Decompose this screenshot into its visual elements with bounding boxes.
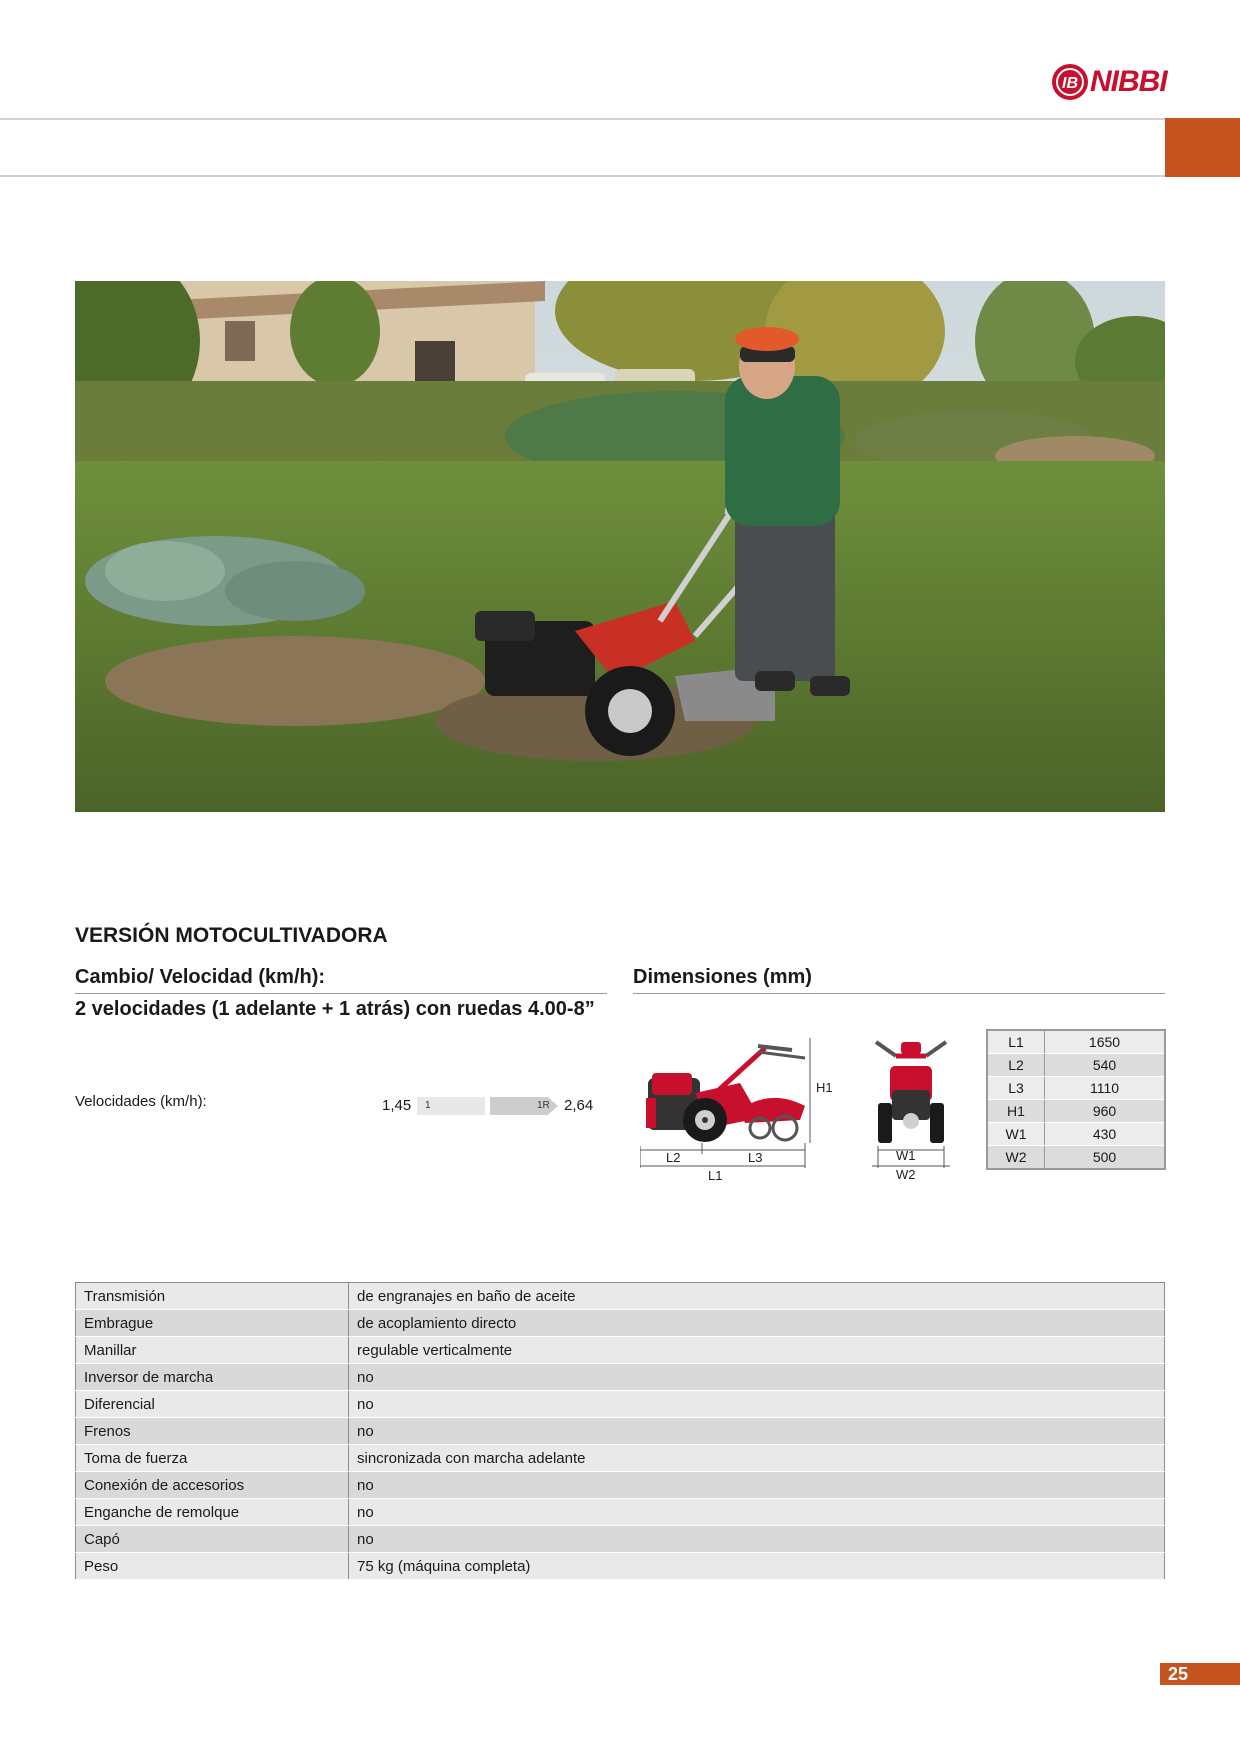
logo-mark-icon: [1050, 62, 1090, 102]
dimension-value: 1110: [1045, 1077, 1166, 1100]
gearbox-description: 2 velocidades (1 adelante + 1 atrás) con ruedas 4.00-8”: [75, 998, 595, 1020]
dimensions-heading: Dimensiones (mm): [633, 966, 812, 988]
spec-label: Conexión de accesorios: [76, 1472, 349, 1499]
speeds-label: Velocidades (km/h):: [75, 1093, 207, 1110]
w1-label: W1: [896, 1148, 916, 1163]
logo-text: NIBBI: [1090, 65, 1167, 98]
dimension-value: 540: [1045, 1054, 1166, 1077]
dimensions-rule: [633, 993, 1165, 994]
spec-value: no: [349, 1526, 1165, 1553]
table-row: [987, 1123, 1165, 1146]
brand-logo: [1050, 58, 1168, 106]
reverse-speed-marker: 1R: [537, 1100, 550, 1111]
front-view-diagram: [866, 1028, 966, 1193]
table-row: [76, 1445, 1165, 1472]
table-row: [987, 1030, 1165, 1054]
page-number: 25: [1168, 1664, 1189, 1684]
spec-value: de acoplamiento directo: [349, 1310, 1165, 1337]
spec-label: Peso: [76, 1553, 349, 1580]
table-row: [76, 1526, 1165, 1553]
dimension-key: L2: [987, 1054, 1045, 1077]
spec-value: no: [349, 1391, 1165, 1418]
header-rule-top: [0, 118, 1165, 120]
l2-label: L2: [666, 1150, 681, 1165]
dimension-value: 430: [1045, 1123, 1166, 1146]
spec-value: no: [349, 1472, 1165, 1499]
forward-speed-value: 1,45: [382, 1097, 412, 1114]
spec-label: Frenos: [76, 1418, 349, 1445]
dimension-key: W2: [987, 1146, 1045, 1170]
table-row: [76, 1499, 1165, 1526]
table-row: [76, 1337, 1165, 1364]
side-view-diagram: [640, 1028, 840, 1193]
spec-label: Diferencial: [76, 1391, 349, 1418]
tiller-side-icon: [640, 1028, 840, 1193]
dimension-value: 960: [1045, 1100, 1166, 1123]
table-row: [76, 1472, 1165, 1499]
table-row: [987, 1100, 1165, 1123]
spec-label: Toma de fuerza: [76, 1445, 349, 1472]
gearbox-heading: Cambio/ Velocidad (km/h):: [75, 966, 326, 988]
spec-label: Capó: [76, 1526, 349, 1553]
spec-value: no: [349, 1499, 1165, 1526]
spec-label: Transmisión: [76, 1283, 349, 1310]
dimension-key: L1: [987, 1030, 1045, 1054]
header-rule-bottom: [0, 175, 1165, 177]
spec-label: Enganche de remolque: [76, 1499, 349, 1526]
spec-value: regulable verticalmente: [349, 1337, 1165, 1364]
dimension-value: 500: [1045, 1146, 1166, 1170]
gearbox-rule: [75, 993, 607, 994]
reverse-speed-value: 2,64: [564, 1097, 594, 1114]
spec-value: 75 kg (máquina completa): [349, 1553, 1165, 1580]
spec-value: sincronizada con marcha adelante: [349, 1445, 1165, 1472]
table-row: [76, 1310, 1165, 1337]
spec-label: Inversor de marcha: [76, 1364, 349, 1391]
table-row: [76, 1364, 1165, 1391]
forward-speed-marker: 1: [425, 1100, 431, 1111]
l1-label: L1: [708, 1168, 723, 1183]
product-photo: [75, 281, 1165, 812]
spec-value: no: [349, 1364, 1165, 1391]
spec-label: Embrague: [76, 1310, 349, 1337]
dimensions-table: [986, 1029, 1166, 1170]
dimension-key: H1: [987, 1100, 1045, 1123]
h1-label: H1: [816, 1080, 833, 1095]
table-row: [76, 1283, 1165, 1310]
spec-value: no: [349, 1418, 1165, 1445]
table-row: [76, 1418, 1165, 1445]
table-row: [987, 1054, 1165, 1077]
dimension-key: W1: [987, 1123, 1045, 1146]
table-row: [987, 1077, 1165, 1100]
table-row: [987, 1146, 1165, 1170]
section-title: VERSIÓN MOTOCULTIVADORA: [75, 924, 388, 947]
svg-text:IB: IB: [1062, 75, 1078, 92]
dimension-value: 1650: [1045, 1030, 1166, 1054]
tiller-front-icon: [866, 1028, 966, 1193]
dimension-key: L3: [987, 1077, 1045, 1100]
page-number-tab: [1160, 1663, 1240, 1685]
table-row: [76, 1391, 1165, 1418]
spec-label: Manillar: [76, 1337, 349, 1364]
table-row: [76, 1553, 1165, 1580]
w2-label: W2: [896, 1167, 916, 1182]
header-accent-block: [1165, 118, 1240, 177]
l3-label: L3: [748, 1150, 763, 1165]
spec-value: de engranajes en baño de aceite: [349, 1283, 1165, 1310]
specifications-table: [75, 1282, 1165, 1580]
